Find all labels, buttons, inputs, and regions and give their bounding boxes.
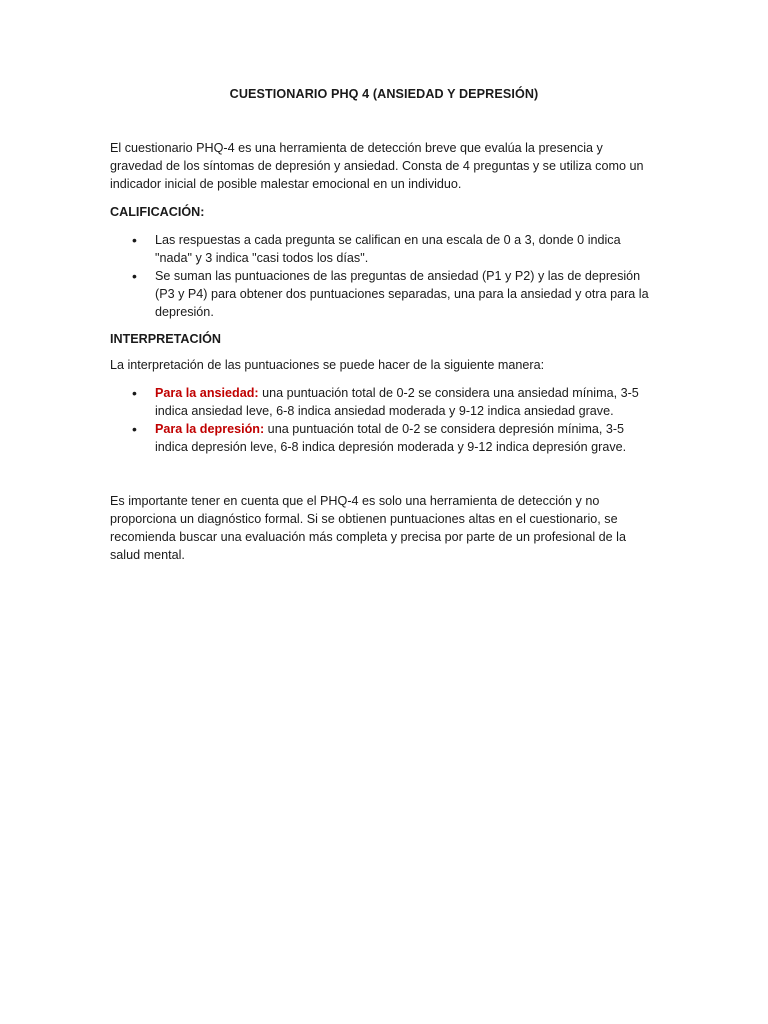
calificacion-list [110,231,670,321]
list-item-line [155,384,670,402]
list-item-line: Las respuestas a cada pregunta se califican en una escala de 0 a 3, donde 0 indica [155,233,621,247]
depresion-label: Para la depresión: [155,422,265,436]
list-item-line: (P3 y P4) para obtener dos puntuaciones separadas, una para la ansiedad y otra para la [155,287,649,301]
list-item-line: Se suman las puntuaciones de las preguntas de ansiedad (P1 y P2) y las de depresión [155,269,641,283]
closing-line: recomienda buscar una evaluación más completa y precisa por parte de un profesional de la [110,530,626,544]
calificacion-heading: CALIFICACIÓN: [110,205,205,219]
interpretacion-list [110,384,670,456]
list-item-line: indica depresión leve, 6-8 indica depresión moderada y 9-12 indica depresión grave. [155,440,627,454]
list-item-line: indica ansiedad leve, 6-8 indica ansiedad moderada y 9-12 indica ansiedad grave. [155,404,614,418]
closing-line: salud mental. [110,548,185,562]
ansiedad-text: una puntuación total de 0-2 se considera una ansiedad mínima, 3-5 [258,386,639,400]
bullet-icon: • [132,421,137,437]
bullet-icon: • [132,232,137,248]
closing-paragraph [110,492,670,564]
interpretacion-heading: INTERPRETACIÓN [110,332,222,346]
interpretacion-intro: La interpretación de las puntuaciones se puede hacer de la siguiente manera: [110,358,545,372]
list-item-line [155,420,670,438]
intro-line: gravedad de los síntomas de depresión y ansiedad. Consta de 4 preguntas y se utiliza como un [110,159,644,173]
list-item [110,420,670,456]
bullet-icon: • [132,385,137,401]
bullet-icon: • [132,268,137,284]
depresion-text: una puntuación total de 0-2 se considera depresión mínima, 3-5 [264,422,625,436]
ansiedad-label: Para la ansiedad: [155,386,259,400]
intro-paragraph [110,139,670,193]
closing-line: proporciona un diagnóstico formal. Si se obtienen puntuaciones altas en el cuestionario, se [110,512,618,526]
intro-line: indicador inicial de posible malestar emocional en un individuo. [110,177,462,191]
list-item-line: depresión. [155,305,214,319]
list-item [110,231,670,267]
list-item [110,384,670,420]
closing-line: Es importante tener en cuenta que el PHQ-4 es solo una herramienta de detección y no [110,494,600,508]
document-title: CUESTIONARIO PHQ 4 (ANSIEDAD Y DEPRESIÓN) [229,87,539,101]
list-item-line: "nada" y 3 indica "casi todos los días". [155,251,369,265]
intro-line: El cuestionario PHQ-4 es una herramienta de detección breve que evalúa la presencia y [110,141,603,155]
list-item [110,267,670,321]
